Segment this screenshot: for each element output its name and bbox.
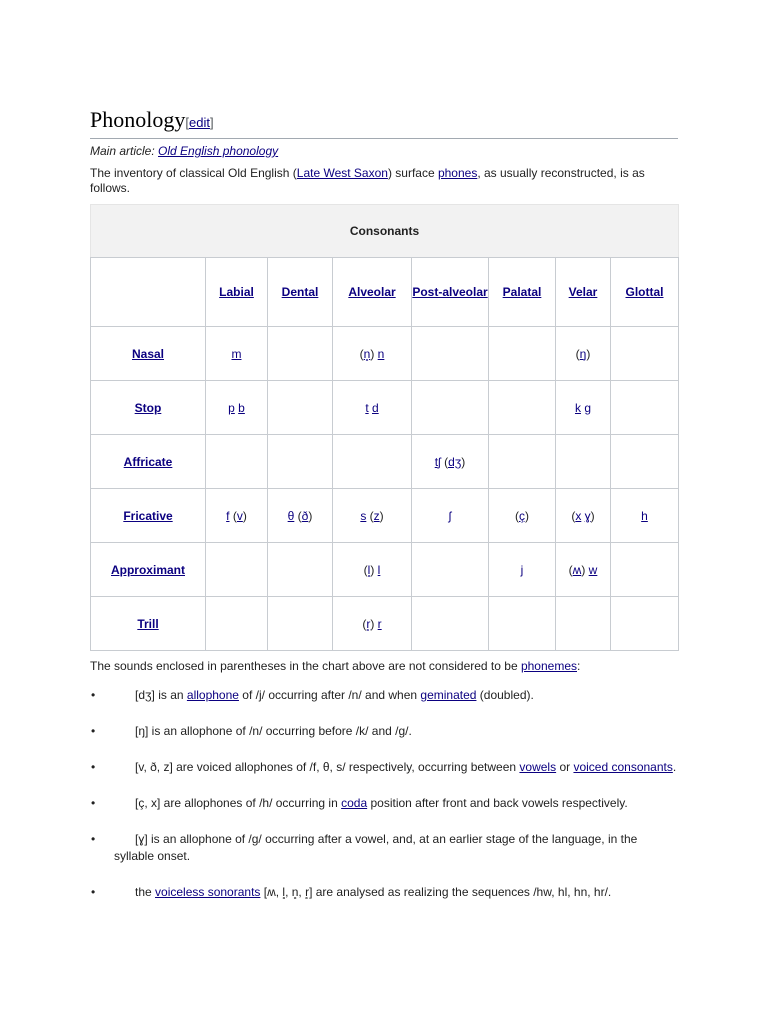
row-header [91, 327, 206, 381]
note-link[interactable]: coda [341, 796, 368, 810]
phone-link[interactable]: j [520, 562, 524, 577]
edit-link[interactable]: edit [188, 115, 210, 130]
phone-link[interactable]: g [584, 400, 592, 415]
column-header-link[interactable]: Labial [219, 285, 254, 299]
hatnote [90, 144, 678, 158]
phone-cell: (r̥) r [333, 597, 412, 651]
phone-link[interactable]: m [231, 346, 242, 361]
row-header [91, 543, 206, 597]
note-text [114, 759, 678, 776]
column-header-link[interactable]: Velar [568, 285, 598, 299]
column-header-link[interactable]: Alveolar [348, 285, 396, 299]
note-segment: [ç, x] are allophones of /h/ occurring in [135, 796, 342, 810]
column-header [412, 258, 489, 327]
phone-cell [412, 597, 489, 651]
phone-cell [206, 543, 268, 597]
phone-link[interactable]: z [373, 508, 380, 523]
row-header-link[interactable]: Fricative [123, 508, 173, 523]
table-row [91, 489, 679, 543]
phone-link[interactable]: ð [301, 508, 309, 523]
phone-link[interactable]: s [360, 508, 367, 523]
after-table-end: : [577, 659, 581, 673]
bullet-icon: • [91, 832, 96, 846]
phone-link[interactable]: θ [287, 508, 295, 523]
note-text [114, 884, 678, 901]
phone-cell [268, 543, 333, 597]
column-header-link[interactable]: Palatal [502, 285, 542, 299]
phone-link[interactable]: ŋ [579, 346, 587, 361]
bullet-icon: • [91, 688, 96, 702]
phone-link[interactable]: ç [519, 508, 525, 523]
phone-cell [333, 435, 412, 489]
table-body [91, 327, 679, 651]
note-segment: or [556, 760, 574, 774]
intro-paragraph [90, 166, 678, 196]
row-header [91, 435, 206, 489]
phone-cell [412, 381, 489, 435]
note-segment: [v, ð, z] are voiced allophones of /f, θ, s/ respectively, occurring between [135, 760, 520, 774]
table-row [91, 435, 679, 489]
note-segment: (doubled). [476, 688, 534, 702]
phonemes-link[interactable]: phonemes [520, 659, 577, 673]
phone-link[interactable]: ʍ [572, 562, 582, 577]
phone-link[interactable]: w [588, 562, 598, 577]
phone-cell [556, 381, 611, 435]
consonants-table [90, 204, 679, 651]
phone-link[interactable]: p [228, 400, 235, 415]
phone-cell [268, 435, 333, 489]
phone-cell [611, 327, 679, 381]
bullet-icon: • [91, 724, 96, 738]
phone-link[interactable]: n [377, 346, 385, 361]
phone-link[interactable]: d [372, 400, 379, 415]
list-item [90, 759, 678, 776]
row-header-link[interactable]: Nasal [131, 346, 165, 361]
phone-cell [556, 435, 611, 489]
phone-cell [268, 327, 333, 381]
list-item [90, 795, 678, 812]
phone-cell [268, 381, 333, 435]
table-caption: Consonants [90, 204, 679, 257]
phone-cell [206, 381, 268, 435]
phone-link[interactable]: h [641, 508, 648, 523]
phone-cell: θ (ð) [268, 489, 333, 543]
phone-cell [611, 381, 679, 435]
note-text [114, 831, 678, 865]
phone-cell [489, 381, 556, 435]
phone-link[interactable]: k [574, 400, 581, 415]
phone-cell [268, 597, 333, 651]
column-header [333, 258, 412, 327]
row-header [91, 381, 206, 435]
phone-cell: s (z) [333, 489, 412, 543]
note-segment: [ʍ, l̥, n̥, r̥] are analysed as realizing the sequences /hw, hl, hn, hr/. [260, 885, 612, 899]
phone-cell [489, 435, 556, 489]
phone-cell: f (v) [206, 489, 268, 543]
phone-cell [333, 381, 412, 435]
phone-cell [611, 597, 679, 651]
column-header [489, 258, 556, 327]
phone-cell: (n̥) n [333, 327, 412, 381]
note-text [114, 795, 678, 812]
note-link[interactable]: vowels [519, 760, 557, 774]
phone-cell: (ç) [489, 489, 556, 543]
note-segment: [ŋ] is an allophone of /n/ occurring before /k/ and /g/. [135, 724, 412, 738]
phone-link[interactable]: l [377, 562, 381, 577]
note-link[interactable]: geminated [420, 688, 477, 702]
row-header [91, 489, 206, 543]
notes-list [90, 687, 678, 901]
phone-link[interactable]: r [377, 616, 382, 631]
phone-link[interactable]: b [238, 400, 245, 415]
phone-cell [556, 597, 611, 651]
article-body [90, 106, 678, 920]
section-heading [90, 106, 678, 139]
row-header-link[interactable]: Affricate [123, 454, 173, 469]
phone-link[interactable]: t [365, 400, 369, 415]
row-header [91, 597, 206, 651]
phone-link[interactable]: r̥ [366, 616, 371, 631]
column-header [556, 258, 611, 327]
note-segment: of /j/ occurring after /n/ and when [238, 688, 421, 702]
bullet-icon: • [91, 760, 96, 774]
column-header [206, 258, 268, 327]
hatnote-prefix: Main article: [90, 144, 159, 158]
note-segment: [dʒ] is an [135, 688, 187, 702]
phone-cell [611, 489, 679, 543]
phone-cell [206, 597, 268, 651]
phone-cell [206, 435, 268, 489]
phone-link[interactable]: v [236, 508, 243, 523]
note-link[interactable]: allophone [186, 688, 239, 702]
note-segment: . [672, 760, 677, 774]
phone-cell [489, 597, 556, 651]
column-header-link[interactable]: Post-alveolar [412, 285, 488, 299]
phone-link[interactable]: n̥ [363, 346, 371, 361]
phone-cell: tʃ (dʒ) [412, 435, 489, 489]
phone-cell: (l̥) l [333, 543, 412, 597]
phone-link[interactable]: tʃ [434, 454, 441, 469]
phone-cell [611, 543, 679, 597]
intro-text: The inventory of classical Old English ( [90, 166, 297, 180]
list-item [90, 723, 678, 740]
header-row [91, 258, 679, 327]
phone-cell [611, 435, 679, 489]
bullet-icon: • [91, 885, 96, 899]
intro-text: ) surface [387, 166, 438, 180]
phone-link[interactable]: ɣ [584, 508, 591, 523]
list-item [90, 687, 678, 704]
section-title: Phonology [90, 107, 186, 132]
note-segment: the [135, 885, 156, 899]
after-table-paragraph [90, 659, 678, 673]
row-header-link[interactable]: Trill [137, 616, 159, 631]
column-header [611, 258, 679, 327]
column-header-link[interactable]: Glottal [625, 285, 664, 299]
phone-link[interactable]: x [575, 508, 582, 523]
row-header-link[interactable]: Stop [134, 400, 162, 415]
phone-cell [412, 543, 489, 597]
main-article-link[interactable]: Old English phonology [158, 144, 279, 158]
phone-link[interactable]: ʃ [448, 508, 452, 523]
phone-cell: (x ɣ) [556, 489, 611, 543]
edit-section: [edit] [185, 115, 214, 130]
list-item [90, 831, 678, 865]
row-header-link[interactable]: Approximant [110, 562, 185, 577]
after-table-text: The sounds enclosed in parentheses in the chart above are not considered to be [90, 659, 521, 673]
phone-link[interactable]: l̥ [367, 562, 371, 577]
table-row [91, 327, 679, 381]
table-row [91, 381, 679, 435]
phone-cell [412, 327, 489, 381]
column-header [268, 258, 333, 327]
note-link[interactable]: voiceless sonorants [155, 885, 261, 899]
phone-cell: (ʍ) w [556, 543, 611, 597]
bullet-icon: • [91, 796, 96, 810]
table-row [91, 597, 679, 651]
note-segment: position after front and back vowels respectively. [367, 796, 628, 810]
note-text [114, 723, 678, 740]
phones-link[interactable]: phones [437, 166, 478, 180]
phone-cell [206, 327, 268, 381]
note-segment: [ɣ] is an allophone of /g/ occurring after a vowel, and, at an earlier stage of the language, in the syllable onset. [114, 832, 638, 863]
phone-cell [489, 543, 556, 597]
intro-text: , as usually reconstructed, is as follows. [90, 166, 645, 195]
corner-cell [91, 258, 206, 327]
phone-cell [412, 489, 489, 543]
phone-cell: (ŋ) [556, 327, 611, 381]
late-west-saxon-link[interactable]: Late West Saxon [296, 166, 388, 180]
note-link[interactable]: voiced consonants [573, 760, 673, 774]
column-header-link[interactable]: Dental [281, 285, 319, 299]
table-row [91, 543, 679, 597]
list-item [90, 884, 678, 901]
phone-link[interactable]: f [226, 508, 230, 523]
phone-cell [489, 327, 556, 381]
note-text [114, 687, 678, 704]
phone-link[interactable]: dʒ [448, 454, 462, 469]
